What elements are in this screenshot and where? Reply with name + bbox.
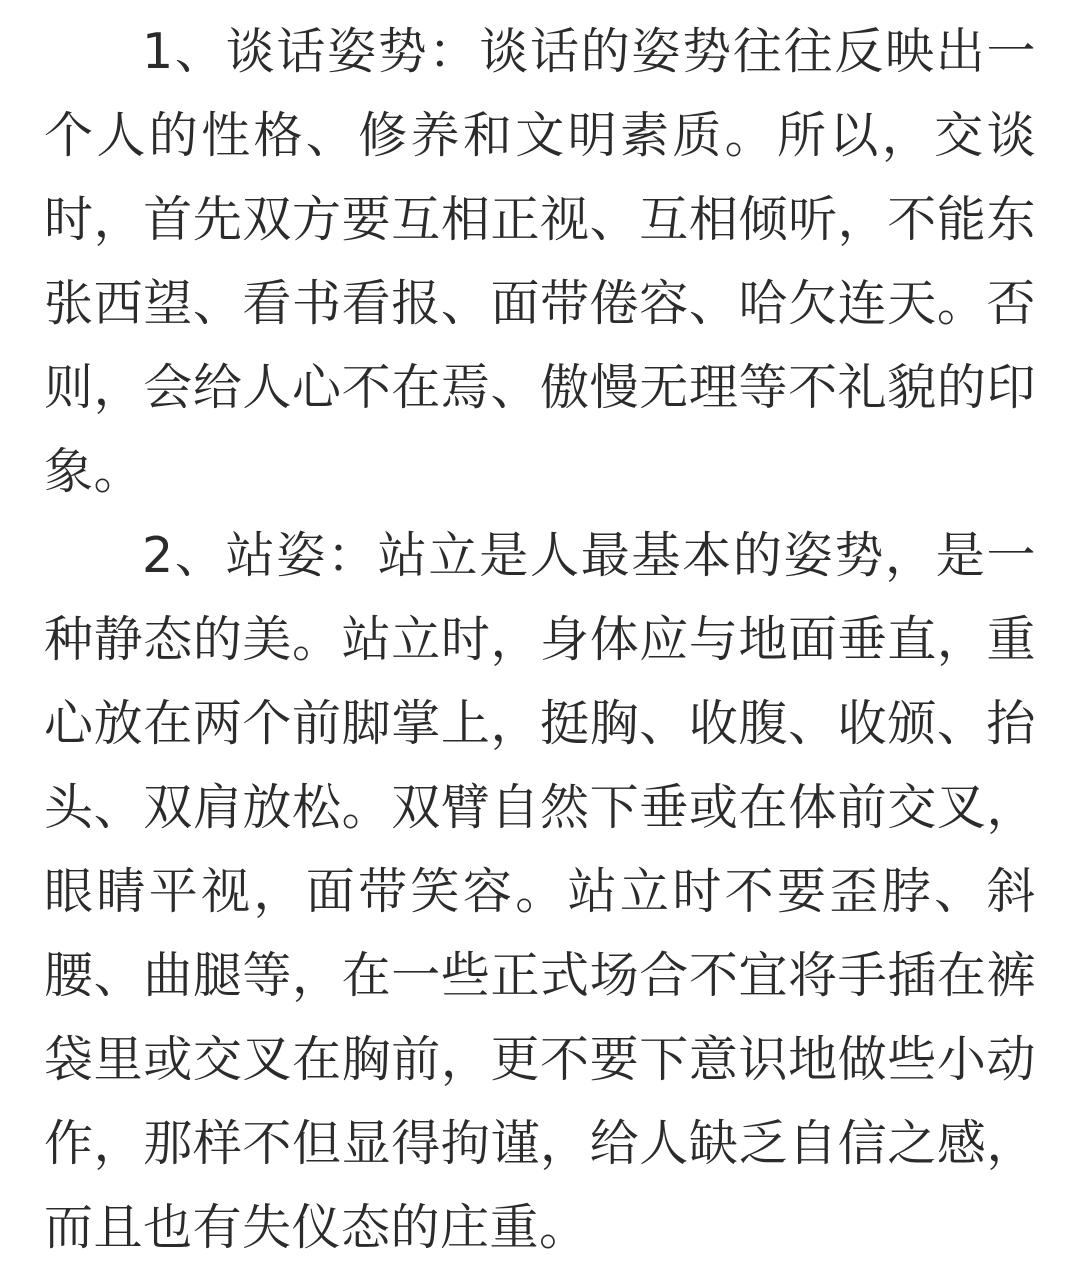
paragraph-talking-posture: 1、谈话姿势：谈话的姿势往往反映出一个人的性格、修养和文明素质。所以，交谈时，首先双方要互相正视、互相倾听，不能东张西望、看书看报、面带倦容、哈欠连天。否则，会给人心不在焉、傲慢无理等不礼貌的印象。 — [44, 23, 1036, 500]
paragraph-standing-posture: 2、站姿：站立是人最基本的姿势，是一种静态的美。站立时，身体应与地面垂直，重心放在两个前脚掌上，挺胸、收腹、收颁、抬头、双肩放松。双臂自然下垂或在体前交叉，眼睛平视，面带笑容。站立时不要歪脖、斜腰、曲腿等，在一些正式场合不宜将手插在裤袋里或交叉在胸前，更不要下意识地做些小动作，那样不但显得拘谨，给人缺乏自信之感，而且也有失仪态的庄重。 — [44, 527, 1036, 1256]
